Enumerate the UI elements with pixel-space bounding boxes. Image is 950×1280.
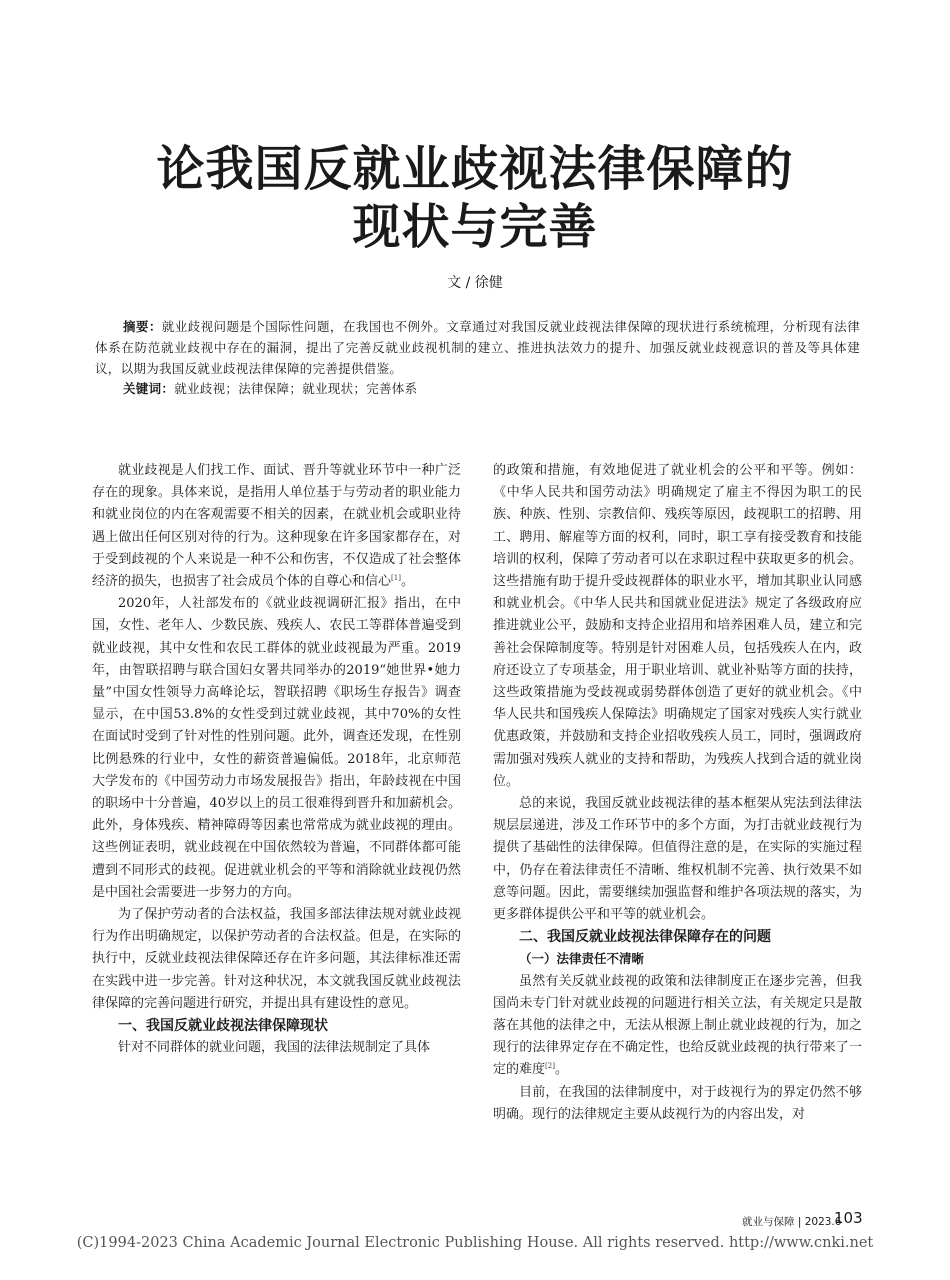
paragraph: 目前，在我国的法律制度中，对于歧视行为的界定仍然不够明确。现行的法律规定主要从歧视行为的内容出发，对 <box>493 1084 862 1122</box>
page-number: 103 <box>834 1209 863 1227</box>
paragraph: 针对不同群体的就业问题，我国的法律法规制定了具体 <box>118 1040 431 1056</box>
right-column <box>493 460 862 1126</box>
paragraph: 的政策和措施，有效地促进了就业机会的公平和平等。例如：《中华人民共和国劳动法》明确规定了雇主不得因为职工的民族、种族、性别、宗教信仰、残疾等原因，歧视职工的招聘、用工、聘用、解雇等方面的权利，同时，职工享有接受教育和技能培训的权利，保障了劳动者可以在求职过程中获取更多的机会。这些措施有助于提升受歧视群体的职业水平，增加其职业认同感和就业机会。《中华人民共和国就业促进法》规定了各级政府应推进就业公平，鼓励和支持企业招用和培养困难人员，建立和完善社会保障制度等。特别是针对困难人员，包括残疾人在内，政府还设立了专项基金，用于职业培训、就业补贴等方面的扶持，这些政策措施为受歧视或弱势群体创造了更好的就业机会。《中华人民共和国残疾人保障法》明确规定了国家对残疾人实行就业优惠政策，并鼓励和支持企业招收残疾人员工，同时，强调政府需加强对残疾人就业的支持和帮助，为残疾人找到合适的就业岗位。 <box>493 463 862 789</box>
section-heading-2: 二、我国反就业歧视法律保障存在的问题 <box>519 929 771 946</box>
paragraph: 为了保护劳动者的合法权益，我国多部法律法规对就业歧视行为作出明确规定，以保护劳动者的合法权益。但是，在实际的执行中，反就业歧视法律保障还存在许多问题，其法律标准还需在实践中进一步完善。针对这种状况，本文就我国反就业歧视法律保障的完善问题进行研究，并提出具有建设性的意见。 <box>92 907 461 1011</box>
paragraph: 就业歧视是人们找工作、面试、晋升等就业环节中一种广泛存在的现象。具体来说，是指用人单位基于与劳动者的职业能力和就业岗位的内在客观需要不相关的因素，在就业机会或职业待遇上做出任何区别对待的行为。这种现象在许多国家都存在，对于受到歧视的个人来说是一种不公和伤害，不仅造成了社会整体经济的损失，也损害了社会成员个体的自尊心和信心[1]。 <box>92 463 461 590</box>
abstract-label: 摘要： <box>123 319 162 334</box>
abstract <box>95 316 860 379</box>
left-column <box>92 460 461 1059</box>
author-byline: 文 / 徐健 <box>447 275 503 291</box>
keywords-text: 就业歧视；法律保障；就业现状；完善体系 <box>174 381 418 396</box>
abstract-text: 就业歧视问题是个国际性问题，在我国也不例外。文章通过对我国反就业歧视法律保障的现状进行系统梳理，分析现有法律体系在防范就业歧视中存在的漏洞，提出了完善反就业歧视机制的建立、推进执法效力的提升、加强反就业歧视意识的普及等具体建议，以期为我国反就业歧视法律保障的完善提供借鉴。 <box>95 319 860 376</box>
journal-name: 就业与保障 | 2023.6 <box>742 1216 842 1228</box>
section-heading-1: 一、我国反就业歧视法律保障现状 <box>118 1018 328 1035</box>
paragraph: 虽然有关反就业歧视的政策和法律制度正在逐步完善，但我国尚未专门针对就业歧视的问题进行相关立法，有关规定只是散落在其他的法律之中，无法从根源上制止就业歧视的行为，加之现行的法律界定存在不确定性，也给反就业歧视的执行带来了一定的难度[2]。 <box>493 973 862 1078</box>
keywords-label: 关键词： <box>123 381 175 396</box>
paragraph: 2020年，人社部发布的《就业歧视调研汇报》指出，在中国，女性、老年人、少数民族、残疾人、农民工等群体普遍受到就业歧视，其中女性和农民工群体的就业歧视最为严重。2019年，由智联招聘与联合国妇女署共同举办的2019“她世界•她力量”中国女性领导力高峰论坛，智联招聘《职场生存报告》调查显示，在中国53.8%的女性受到过就业歧视，其中70%的女性在面试时受到了针对性的性别问题。此外，调查还发现，在性别比例悬殊的行业中，女性的薪资普遍偏低。2018年，北京师范大学发布的《中国劳动力市场发展报告》指出，年龄歧视在中国的职场中十分普遍，40岁以上的员工很难得到晋升和加薪机会。此外，身体残疾、精神障碍等因素也常常成为就业歧视的理由。这些例证表明，就业歧视在中国依然较为普遍，不同群体都可能遭到不同形式的歧视。促进就业机会的平等和消除就业歧视仍然是中国社会需要进一步努力的方向。 <box>92 596 461 900</box>
title-line-1: 论我国反就业歧视法律保障的 <box>156 141 794 197</box>
citation-ref: [2] <box>545 1062 555 1071</box>
article-title <box>0 140 950 256</box>
paragraph: 总的来说，我国反就业歧视法律的基本框架从宪法到法律法规层层递进，涉及工作环节中的多个方面，为打击就业歧视行为提供了基础性的法律保障。但值得注意的是，在实际的实施过程中，仍存在着法律责任不清晰、维权机制不完善、执行效果不如意等问题。因此，需要继续加强监督和维护各项法规的落实，为更多群体提供公平和平等的就业机会。 <box>493 796 862 923</box>
copyright-notice: (C)1994-2023 China Academic Journal Electronic Publishing House. All rights reserved. http://www.cnki.net <box>76 1235 874 1251</box>
keywords <box>95 378 860 399</box>
subsection-heading-1: （一）法律责任不清晰 <box>519 951 645 967</box>
title-line-2: 现状与完善 <box>352 199 598 255</box>
citation-ref: [1] <box>391 574 401 583</box>
